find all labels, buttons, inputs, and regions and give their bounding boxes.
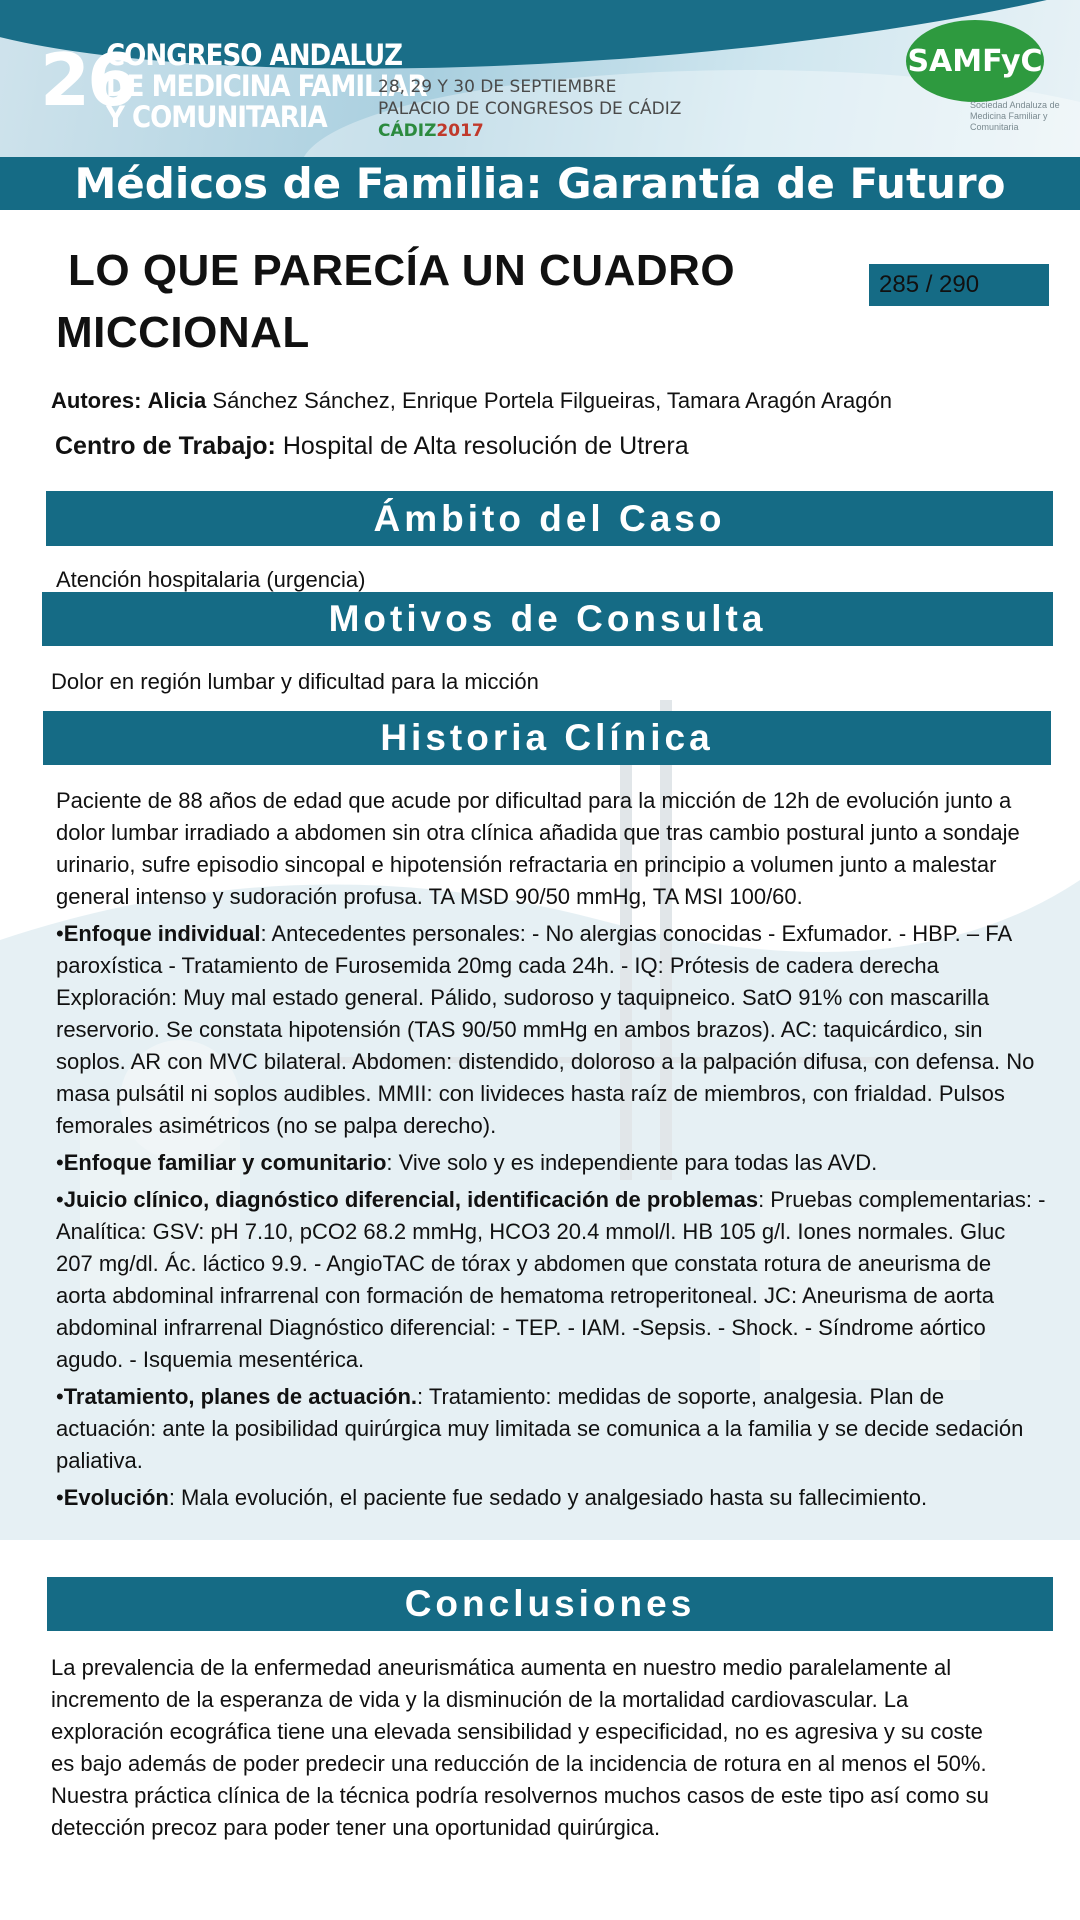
ambito-text: Atención hospitalaria (urgencia): [56, 567, 366, 592]
historia-item-text: : Pruebas complementarias: - Analítica: GSV: pH 7.10, pCO2 68.2 mmHg, HCO3 20.4 mmol/l. HB 105 g/l. Iones normales. Gluc 207 mg/dl. Ác. láctico 9.9. - AngioTAC de tórax y abdomen que constata rotura de aneurisma de aorta abdominal infrarrenal con formación de hematoma retroperitoneal. JC: Aneurisma de aorta abdominal infrarrenal Diagnóstico diferencial: - TEP. - IAM. -Sepsis. - Shock. - Síndrome aórtico agudo. - Isquemia mesentérica.: [56, 1187, 1046, 1372]
poster-title: [56, 240, 756, 364]
section-heading-motivos: Motivos de Consulta: [42, 592, 1053, 646]
historia-item: •Enfoque individual: Antecedentes personales: - No alergias conocidas - Exfumador. - HBP. – FA paroxística - Tratamiento de Furosemida 20mg cada 24h. - IQ: Prótesis de cadera derecha Exploración: Muy mal estado general. Pálido, sudoroso y taquipneico. SatO 91% con mascarilla reservorio. Se constata hipotensión (TAS 90/50 mmHg en ambos brazos). AC: taquicárdico, sin soplos. AR con MVC bilateral. Abdomen: distendido, doloroso a la palpación difusa, con defensa. No masa pulsátil ni soplos audibles. MMII: con livideces hasta raíz de miembros, con frialdad. Pulsos femorales asimétricos (no se palpa derecho).: [56, 921, 1035, 1138]
historia-item: •Evolución: Mala evolución, el paciente fue sedado y analgesiado hasta su fallecimiento.: [56, 1485, 928, 1510]
workplace-label: Centro de Trabajo:: [55, 432, 276, 460]
historia-item-text: : Vive solo y es independiente para todas las AVD.: [386, 1150, 878, 1175]
page-counter: 285 / 290: [869, 264, 1049, 306]
workplace-value: Hospital de Alta resolución de Utrera: [275, 432, 689, 460]
historia-item-label: Enfoque individual: [63, 921, 261, 946]
congress-dates-line: 28, 29 Y 30 DE SEPTIEMBRE: [378, 77, 617, 97]
section-heading-ambito: Ámbito del Caso: [46, 491, 1053, 546]
authors-first-name: Alicia: [147, 388, 207, 413]
historia-item-text: : Antecedentes personales: - No alergias conocidas - Exfumador. - HBP. – FA paroxística - Tratamiento de Furosemida 20mg cada 24h. - IQ: Prótesis de cadera derecha Exploración: Muy mal estado general. Pálido, sudoroso y taquipneico. SatO 91% con mascarilla reservorio. Se constata hipotensión (TAS 90/50 mmHg en ambos brazos). AC: taquicárdico, sin soplos. AR con MVC bilateral. Abdomen: distendido, doloroso a la palpación difusa, con defensa. No masa pulsátil ni soplos audibles. MMII: con livideces hasta raíz de miembros, con frialdad. Pulsos femorales asimétricos (no se palpa derecho).: [56, 921, 1035, 1138]
congress-number: 26: [40, 38, 135, 122]
congress-name-line: CONGRESO ANDALUZ: [106, 38, 403, 72]
historia-intro: Paciente de 88 años de edad que acude por dificultad para la micción de 12h de evolución junto a dolor lumbar irradiado a abdomen sin otra clínica añadida que tras cambio postural junto a sondaje urinario, sufre episodio sincopal e hipotensión refractaria en principio a volumen junto a malestar general intenso y sudoración profusa. TA MSD 90/50 mmHg, TA MSI 100/60.: [56, 788, 1020, 909]
congress-name-line: Y COMUNITARIA: [106, 100, 327, 134]
city-name: CÁDIZ: [378, 121, 437, 141]
section-heading-conclusiones: Conclusiones: [47, 1577, 1053, 1631]
motivos-text: Dolor en región lumbar y dificultad para la micción: [51, 669, 539, 694]
congress-city: [378, 120, 681, 142]
congress-name-line: DE MEDICINA FAMILIAR: [106, 69, 427, 103]
authors-label: Autores:: [51, 388, 142, 413]
historia-item-label: Juicio clínico, diagnóstico diferencial, identificación de problemas: [63, 1187, 759, 1212]
samfyc-logo: SAMFyC: [906, 20, 1044, 102]
historia-item-label: Tratamiento, planes de actuación.: [63, 1384, 418, 1409]
section-heading-historia: Historia Clínica: [43, 711, 1051, 765]
poster-title-line: MICCIONAL: [56, 308, 310, 357]
historia-item-label: Enfoque familiar y comunitario: [63, 1150, 387, 1175]
samfyc-logo-subtitle: Sociedad Andaluza de Medicina Familiar y Comunitaria: [970, 100, 1060, 132]
historia-item: •Juicio clínico, diagnóstico diferencial, identificación de problemas: Pruebas complementarias: - Analítica: GSV: pH 7.10, pCO2 68.2 mmHg, HCO3 20.4 mmol/l. HB 105 g/l. Iones normales. Gluc 207 mg/dl. Ác. láctico 9.9. - AngioTAC de tórax y abdomen que constata rotura de aneurisma de aorta abdominal infrarrenal con formación de hematoma retroperitoneal. JC: Aneurisma de aorta abdominal infrarrenal Diagnóstico diferencial: - TEP. - IAM. -Sepsis. - Shock. - Síndrome aórtico agudo. - Isquemia mesentérica.: [56, 1187, 1046, 1372]
historia-item: •Enfoque familiar y comunitario: Vive solo y es independiente para todas las AVD.: [56, 1150, 878, 1175]
historia-item-label: Evolución: [63, 1485, 169, 1510]
historia-item-text: : Tratamiento: medidas de soporte, analgesia. Plan de actuación: ante la posibilidad quirúrgica muy limitada se comunica a la familia y se decide sedación paliativa.: [56, 1384, 1024, 1473]
conclusiones-text: La prevalencia de la enfermedad aneurismática aumenta en nuestro medio paralelamente al incremento de la esperanza de vida y la disminución de la mortalidad cardiovascular. La exploración ecográfica tiene una elevada sensibilidad y especificidad, no es agresiva y su coste es bajo además de poder predecir una reducción de la incidencia de rotura en al menos el 50%. Nuestra práctica clínica de la técnica podría resolvernos muchos casos de este tipo así como su detección precoz para poder tener una oportunidad quirúrgica.: [51, 1655, 989, 1840]
congress-dates: [378, 76, 681, 142]
authors-line: [51, 388, 892, 414]
city-year: 2017: [436, 121, 484, 141]
authors-names: Sánchez Sánchez, Enrique Portela Filgueiras, Tamara Aragón Aragón: [206, 388, 892, 413]
historia-body: [56, 785, 1046, 1519]
workplace-line: [55, 432, 689, 461]
historia-item: •Tratamiento, planes de actuación.: Tratamiento: medidas de soporte, analgesia. Plan de actuación: ante la posibilidad quirúrgica muy limitada se comunica a la familia y se decide sedación paliativa.: [56, 1384, 1024, 1473]
historia-item-text: : Mala evolución, el paciente fue sedado y analgesiado hasta su fallecimiento.: [168, 1485, 928, 1510]
tagline-bar: Médicos de Familia: Garantía de Futuro: [0, 157, 1080, 210]
congress-venue-line: PALACIO DE CONGRESOS DE CÁDIZ: [378, 99, 682, 119]
poster-title-line: LO QUE PARECÍA UN CUADRO: [68, 246, 736, 295]
